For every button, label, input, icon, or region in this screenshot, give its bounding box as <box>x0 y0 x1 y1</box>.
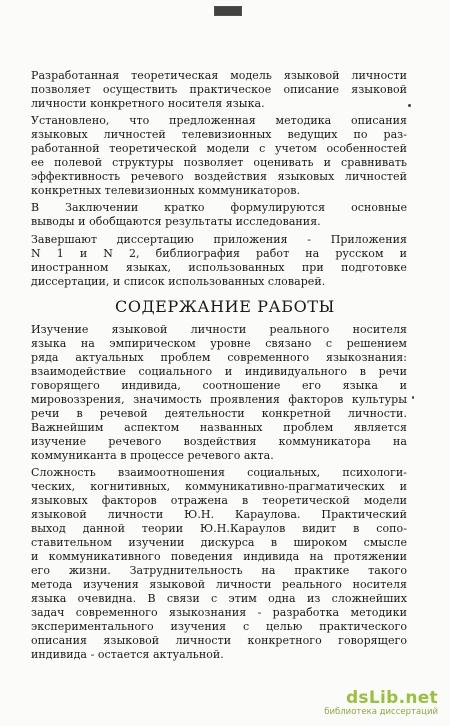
text-line: Завершают диссертацию приложения - Приложения <box>31 233 407 246</box>
text-line: личности конкретного носителя языка. <box>31 97 265 110</box>
paragraph-4 <box>31 233 407 289</box>
text-line: ее полевой структуры позволяет оценивать и сравнивать <box>31 156 407 169</box>
text-line: коммуниканта в процессе речевого акта. <box>31 449 274 462</box>
text-line: индивида - остается актуальной. <box>31 648 224 661</box>
text-line: эффективность речевого воздействия языковых личностей <box>31 170 407 183</box>
text-line: конкретных телевизионных коммуникаторов. <box>31 184 301 197</box>
page-top-mark <box>214 6 242 16</box>
text-line: языковой личности Ю.Н. Караулова. Практический <box>31 508 407 521</box>
text-line: позволяет осуществить практическое описание языковой <box>31 83 407 96</box>
text-line: и коммуникативного поведения индивида на протяжении <box>31 550 407 563</box>
paragraph-1 <box>31 69 407 111</box>
text-line: Разработанная теоретическая модель языковой личности <box>31 69 407 82</box>
text-line: Важнейшим аспектом названных проблем является <box>31 421 407 434</box>
text-line: взаимодействие социального и индивидуального в речи <box>31 365 407 378</box>
text-line: ческих, когнитивных, коммуникативно-прагматических и <box>31 480 407 493</box>
text-line: ряда актуальных проблем современного языкознания: <box>31 351 407 364</box>
text-line: N 1 и N 2, библиография работ на русском и <box>31 247 407 260</box>
text-line: выход данной теории Ю.Н.Караулов видит в сопо- <box>31 522 407 535</box>
paragraph-2 <box>31 114 407 198</box>
text-line: речи в речевой деятельности конкретной личности. <box>31 407 407 420</box>
text-line: диссертации, и список использованных словарей. <box>31 275 326 288</box>
text-line: выводы и обобщаются результаты исследования. <box>31 215 321 228</box>
text-line: языка на эмпирическом уровне связано с решением <box>31 337 407 350</box>
watermark <box>323 688 438 718</box>
text-line: Сложность взаимоотношения социальных, психологи- <box>31 466 407 479</box>
text-line: его жизни. Затруднительность на практике такого <box>31 564 407 577</box>
text-line: Установлено, что предложенная методика описания <box>31 114 407 127</box>
text-line: изучение речевого воздействия коммуникатора на <box>31 435 407 448</box>
text-line: языковых факторов отражена в теоретической модели <box>31 494 407 507</box>
text-line: языка очевидна. В связи с этим одна из сложнейших <box>31 592 407 605</box>
text-line: ставительном изучении дискурса в широком смысле <box>31 536 407 549</box>
text-line: Изучение языковой личности реального носителя <box>31 323 407 336</box>
text-line: экспериментального изучения с целью практического <box>31 620 407 633</box>
text-line: языковых личностей телевизионных ведущих по раз- <box>31 128 407 141</box>
text-line: говорящего индивида, соотношение его языка и <box>31 379 407 392</box>
text-line: иностранном языках, использованных при подготовке <box>31 261 407 274</box>
paragraph-5 <box>31 323 407 463</box>
watermark-subtitle: библиотека диссертаций <box>324 707 438 717</box>
scan-speck <box>408 104 411 107</box>
text-line: описания языковой личности конкретного говорящего <box>31 634 407 647</box>
text-line: мировоззрения, значимость проявления факторов культуры <box>31 393 407 406</box>
section-heading: СОДЕРЖАНИЕ РАБОТЫ <box>115 297 335 316</box>
text-line: работанной теоретической модели с учетом особенностей <box>31 142 407 155</box>
paragraph-3 <box>31 201 407 229</box>
text-line: В Заключении кратко формулируются основные <box>31 201 407 214</box>
text-line: задач современного языкознания - разработка методики <box>31 606 407 619</box>
scan-speck <box>412 396 414 399</box>
paragraph-6 <box>31 466 407 662</box>
watermark-logo: dsLib.net <box>345 688 438 708</box>
text-line: метода изучения языковой личности реального носителя <box>31 578 407 591</box>
